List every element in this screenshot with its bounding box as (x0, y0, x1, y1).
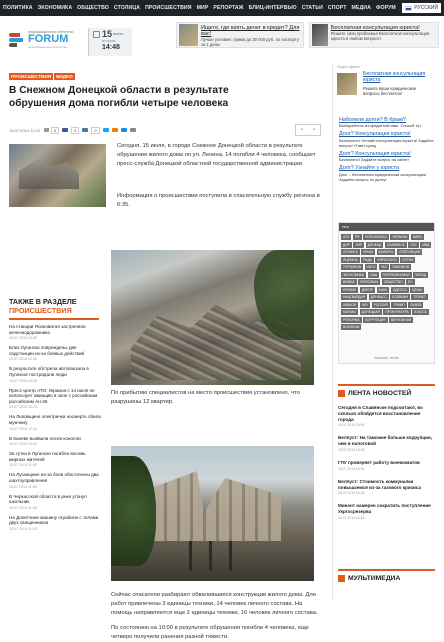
tag-item[interactable]: ПОРОШЕНКО (365, 235, 387, 239)
tag-item[interactable]: РАДА (363, 257, 372, 262)
tag-cloud-header: теги (339, 223, 434, 231)
more-tags-link[interactable]: Больше тегов (374, 356, 399, 360)
tag-item[interactable]: ОБЩЕСТВО (383, 280, 403, 284)
tag-item[interactable]: АТО (343, 235, 350, 239)
tag-item[interactable]: ВЕРХОВНАЯ (391, 317, 412, 322)
nav-forum[interactable]: ФОРУМ (375, 5, 396, 11)
nav-world[interactable]: МИР (196, 5, 209, 11)
tag-item[interactable]: ОППОЗИЦИЯ (398, 250, 421, 254)
tag-item[interactable]: ДОНБАСС (370, 295, 387, 299)
article-date: 15.07.2014 11:20 (9, 127, 40, 133)
lead-image (9, 144, 106, 207)
sidebar-ad-item[interactable]: Долг? Узнайте у юриста Долг – бесплатная юридическая консультация! Задайте вопрос по долгу! (339, 165, 427, 182)
tag-item[interactable]: ЯНУКОВИЧ (360, 280, 379, 284)
nav-society[interactable]: ОБЩЕСТВО (77, 5, 109, 11)
share-count: 0 (51, 127, 59, 134)
sidebar-ad-main[interactable] (333, 63, 439, 117)
next-article-button[interactable]: › (313, 127, 315, 133)
related-item[interactable]: В Каневе выявили посев конопли 15.07.2014 12:04 (9, 435, 81, 447)
ad-title[interactable]: Бесплатная консультация юриста! (330, 25, 420, 31)
news-feed (338, 405, 435, 528)
ad-title[interactable]: Ищете, где взять денег в кредит? Для вас! (200, 25, 300, 37)
tag-item[interactable]: РЕФОРМА (343, 317, 360, 322)
article-title: В Снежном Донецкой области в результате обрушения дома погибли четыре человека (9, 85, 229, 109)
tag-list (339, 231, 434, 333)
article-paragraphs (111, 591, 321, 642)
ad-image (337, 73, 357, 95)
sidebar-ad-item[interactable]: Долг? Консультация юриста! Бесплатно! Онлайн консультация юриста! Задайте вопрос! Ответ сразу (339, 131, 434, 148)
tag-item[interactable]: ЛУГАНСК (343, 250, 358, 254)
tag-item[interactable]: ДОНЕЦКАЯ (361, 310, 380, 314)
nav-articles[interactable]: СТАТЬИ (301, 5, 323, 11)
language-label: РУССКИЙ (414, 5, 438, 11)
article-photo-building (111, 446, 314, 581)
related-divider (9, 318, 99, 320)
flag-icon (405, 6, 412, 11)
feed-item[interactable]: Белпуст: На таможне больше коррупции, чем в налоговой 15.07.2014 14:38 (338, 435, 433, 452)
tag-item[interactable]: ЛЬВОВ (410, 302, 422, 307)
related-heading: ТАКЖЕ В РАЗДЕЛЕ ПРОИСШЕСТВИЯ (9, 297, 77, 315)
top-ad-loan[interactable] (176, 22, 304, 48)
vk-icon[interactable] (82, 128, 88, 132)
article-photo-ruins (111, 250, 314, 385)
tag-item[interactable]: БОЕВИКИ (392, 295, 408, 299)
nav-economy[interactable]: ЭКОНОМИКА (37, 5, 73, 11)
nav-incidents[interactable]: ПРОИСШЕСТВИЯ (145, 5, 192, 11)
badge-video[interactable]: ВИДЕО (56, 74, 73, 79)
tag-item[interactable]: СЛАВЯНСК (386, 242, 405, 247)
date-day: 15 (102, 29, 113, 39)
article-paragraph: Сегодня, 15 июля, в городе Снежное Донецкой области в результате обрушения жилого дома по ул. Ленина, 14 погибли 4 человека, сообщает пресс-служба Донецкой областной государственной администрации. (117, 143, 316, 167)
date-month: июля (113, 31, 123, 36)
date-weekday: вторник (102, 39, 116, 43)
logo-tagline: информационное агентство (28, 45, 67, 49)
multimedia-header (338, 569, 435, 585)
news-feed-title: ЛЕНТА НОВОСТЕЙ (348, 389, 412, 397)
share-count: 0 (91, 127, 99, 134)
nav-capital[interactable]: СТОЛИЦА (113, 5, 141, 11)
related-item[interactable]: В Черкасской области в реке утонул школьник 15.07.2014 11:28 (9, 493, 87, 510)
tag-item[interactable]: ГАЗ (380, 265, 387, 269)
right-sidebar (333, 63, 439, 185)
print-icon[interactable] (130, 128, 136, 132)
related-section (9, 298, 101, 536)
tag-item[interactable]: КРИЗИС (343, 287, 357, 292)
related-item[interactable]: За сутки в Луганске погибли восемь мирных жителей 15.07.2014 11:55 (9, 451, 86, 468)
tag-item[interactable]: ЛНР (355, 242, 363, 247)
feed-item[interactable]: Минэнт намерен сократить поступление Укргосрезерва 15.07.2014 14:18 (338, 503, 431, 520)
top-nav (0, 0, 444, 16)
comment-icon (44, 128, 49, 132)
ad-title[interactable]: Бесплатная консультация юриста (363, 71, 426, 83)
category-badges (9, 73, 76, 80)
article-paragraph: По прибытию специалистов на место происшествия установлено, что разрушены 12 квартир. (111, 390, 300, 405)
tag-item[interactable]: СБУ (410, 242, 417, 247)
tag-item[interactable]: ПУТИН (402, 257, 414, 262)
share-count: 0 (71, 127, 79, 134)
tag-item[interactable]: ТУРЧИНОВ (343, 265, 362, 269)
related-item[interactable]: На станции Ясиноватая застрелили железнодорожника 15.07.2014 12:45 (9, 324, 86, 341)
tag-item[interactable]: КОРРУПЦИЯ (365, 317, 386, 322)
calendar-icon (93, 31, 100, 38)
related-item[interactable]: На Донетчине машину ограбили с телами двух священников 15.07.2014 11:15 (9, 514, 99, 531)
date-time: 14:48 (102, 44, 120, 51)
related-item[interactable]: На Луганщине из-за боев обесточены два шахтоуправления 15.07.2014 11:40 (9, 472, 99, 489)
ad-desc: Лучше условия: сумма до 30 000 руб. по паспорту за 1 день! (200, 37, 299, 47)
tag-item[interactable]: ЯЦЕНЮК (343, 257, 358, 262)
tag-item[interactable]: ТАМОЖНЯ (392, 265, 410, 269)
feed-item[interactable]: ГПУ проверяет работу военкоматов 15.07.2014 14:30 (338, 459, 420, 471)
logo-name: FORUM (28, 33, 69, 45)
related-item[interactable]: На Львовщине электричка насмерть сбила мужчину 15.07.2014 12:15 (9, 414, 101, 431)
ad-desc: Решите ваши юридические вопросы бесплатно! (363, 86, 417, 96)
nav-sport[interactable]: СПОРТ (327, 5, 347, 11)
tag-item[interactable]: США (369, 272, 378, 277)
article-meta (9, 124, 321, 136)
feed-item[interactable]: Белпуст: Стоимость коммуналки повышаемся из-за газового кризиса 15.07.2014 14:25 (338, 478, 421, 496)
related-item[interactable]: Близ Луганска повреждены две подстанции из-за боевых действий 15.07.2014 12:33 (9, 345, 85, 362)
feed-item[interactable]: Сегодня в Славянске подсчитают, во сколько обойдется восстановление города 15.07.2014 14:45 (338, 405, 423, 428)
feed-icon (338, 390, 345, 397)
article-paragraph: Информация о происшествии поступила в спасательную службу региона в 6:35. (117, 193, 320, 208)
tag-item[interactable]: АВАКОВ (343, 302, 357, 307)
related-item[interactable]: Пресс-центр АТО: Украина с 14 июля не использует авиацию в зоне с российским российским Ан-26 15.07.2014 12:24 (9, 387, 98, 410)
ad-image (312, 24, 328, 46)
prev-article-button[interactable]: ‹ (301, 127, 303, 133)
date-widget (88, 28, 132, 56)
related-item[interactable]: В результате обстрела автовокзала в Луганске пострадали люди 15.07.2014 12:28 (9, 366, 89, 383)
sidebar-ad-item[interactable]: Наболели долги? В Крым? Выбирайтесь из кредитной ямы. Способ тут. (339, 117, 422, 129)
tag-item[interactable]: НБУ (361, 302, 369, 307)
article-paragraph: Сейчас спасатели разбирают обвалившиеся конструкции жилого дома. Для работ привлечены 3 единицы техники, 14 человек личного состава. На помощь направляются еще 2 единицы техники, 16 человек личного состава. (111, 592, 318, 616)
logo-icon (9, 33, 25, 47)
tag-item[interactable]: ВЛАСТЬ (414, 310, 428, 314)
nav-politics[interactable]: ПОЛИТИКА (3, 5, 33, 11)
nav-report[interactable]: РЕПОРТАЖ (213, 5, 244, 11)
multimedia-title: МУЛЬТИМЕДИА (348, 574, 401, 582)
tag-item[interactable]: ПОГРАНИЧНИКИ (382, 272, 410, 277)
nav-interview[interactable]: БЛИЦ-ИНТЕРВЬЮ (248, 5, 297, 11)
article-paragraph: По состоянию на 10:00 в результате обрушения погибли 4 человека, еще четверо получили ранения разной тяжести. (111, 625, 309, 641)
tag-item[interactable]: ДНР (343, 242, 350, 247)
facebook-icon[interactable] (62, 128, 68, 132)
ad-image (179, 24, 198, 46)
tag-item[interactable]: КЛИЧКО (343, 310, 357, 314)
tag-item[interactable]: ДОНЕЦК (367, 242, 382, 247)
tag-cloud (338, 222, 435, 364)
tag-item[interactable]: РФ (354, 235, 360, 239)
ad-desc: Решите свои проблемы! Бесплатная консультация юриста в любом вопросе! (330, 31, 430, 41)
tag-item[interactable]: ПРОКУРАТУРА (385, 310, 409, 314)
badge-incidents[interactable]: ПРОИСШЕСТВИЯ (11, 74, 52, 79)
tag-item[interactable]: НАЦГВАРДИЯ (343, 295, 366, 299)
article-pager (295, 124, 321, 136)
sidebar-ad-item[interactable]: Долг? Консультация юриста! Бесплатно! Задайте вопрос на сайте! (339, 150, 411, 163)
tag-item[interactable]: ЭКОНОМИКА (343, 272, 364, 277)
odnoklassniki-icon[interactable] (112, 128, 118, 132)
nav-media[interactable]: МЕДИА (351, 5, 371, 11)
tag-item[interactable]: ЕС (408, 280, 413, 284)
logo-subtitle: информационное агентство (28, 30, 74, 34)
tag-item[interactable]: ВОЕНКОМ (343, 325, 360, 329)
tag-item[interactable]: ТРАМП (393, 302, 405, 307)
tag-item[interactable]: МВД (422, 242, 430, 247)
top-ad-lawyer[interactable] (309, 22, 439, 48)
ad-source: Яндекс.Директ (337, 65, 361, 69)
tag-item[interactable]: КРЫМ (363, 250, 374, 254)
tag-item[interactable]: БАНК (378, 287, 388, 292)
tag-item[interactable]: ТЕРАКТ (413, 295, 426, 299)
tag-item[interactable]: ВЫБОРЫ (378, 250, 394, 254)
tag-item[interactable]: ЗАПАД (415, 272, 427, 277)
tag-item[interactable]: ВОЙНА (343, 280, 355, 284)
language-selector[interactable] (402, 3, 441, 13)
sidebar-ad-list (333, 117, 439, 182)
tag-item[interactable]: УКРАИНА (392, 235, 408, 239)
news-feed-header (338, 384, 435, 400)
mailru-icon[interactable] (121, 128, 127, 132)
tag-item[interactable]: КИЕВ (412, 235, 422, 239)
multimedia-icon (338, 575, 345, 582)
tag-item[interactable]: ЕВРОСОЮЗ (377, 257, 397, 262)
twitter-icon[interactable] (103, 128, 109, 132)
tag-item[interactable]: ЦЕНЫ (412, 287, 422, 292)
tag-item[interactable]: РОССИЯ (373, 302, 388, 307)
tag-item[interactable]: ДНЕПР (361, 287, 374, 292)
site-logo[interactable] (9, 30, 73, 49)
tag-item[interactable]: ОДЕССА (392, 287, 407, 292)
tag-item[interactable]: НАТО (366, 265, 376, 269)
